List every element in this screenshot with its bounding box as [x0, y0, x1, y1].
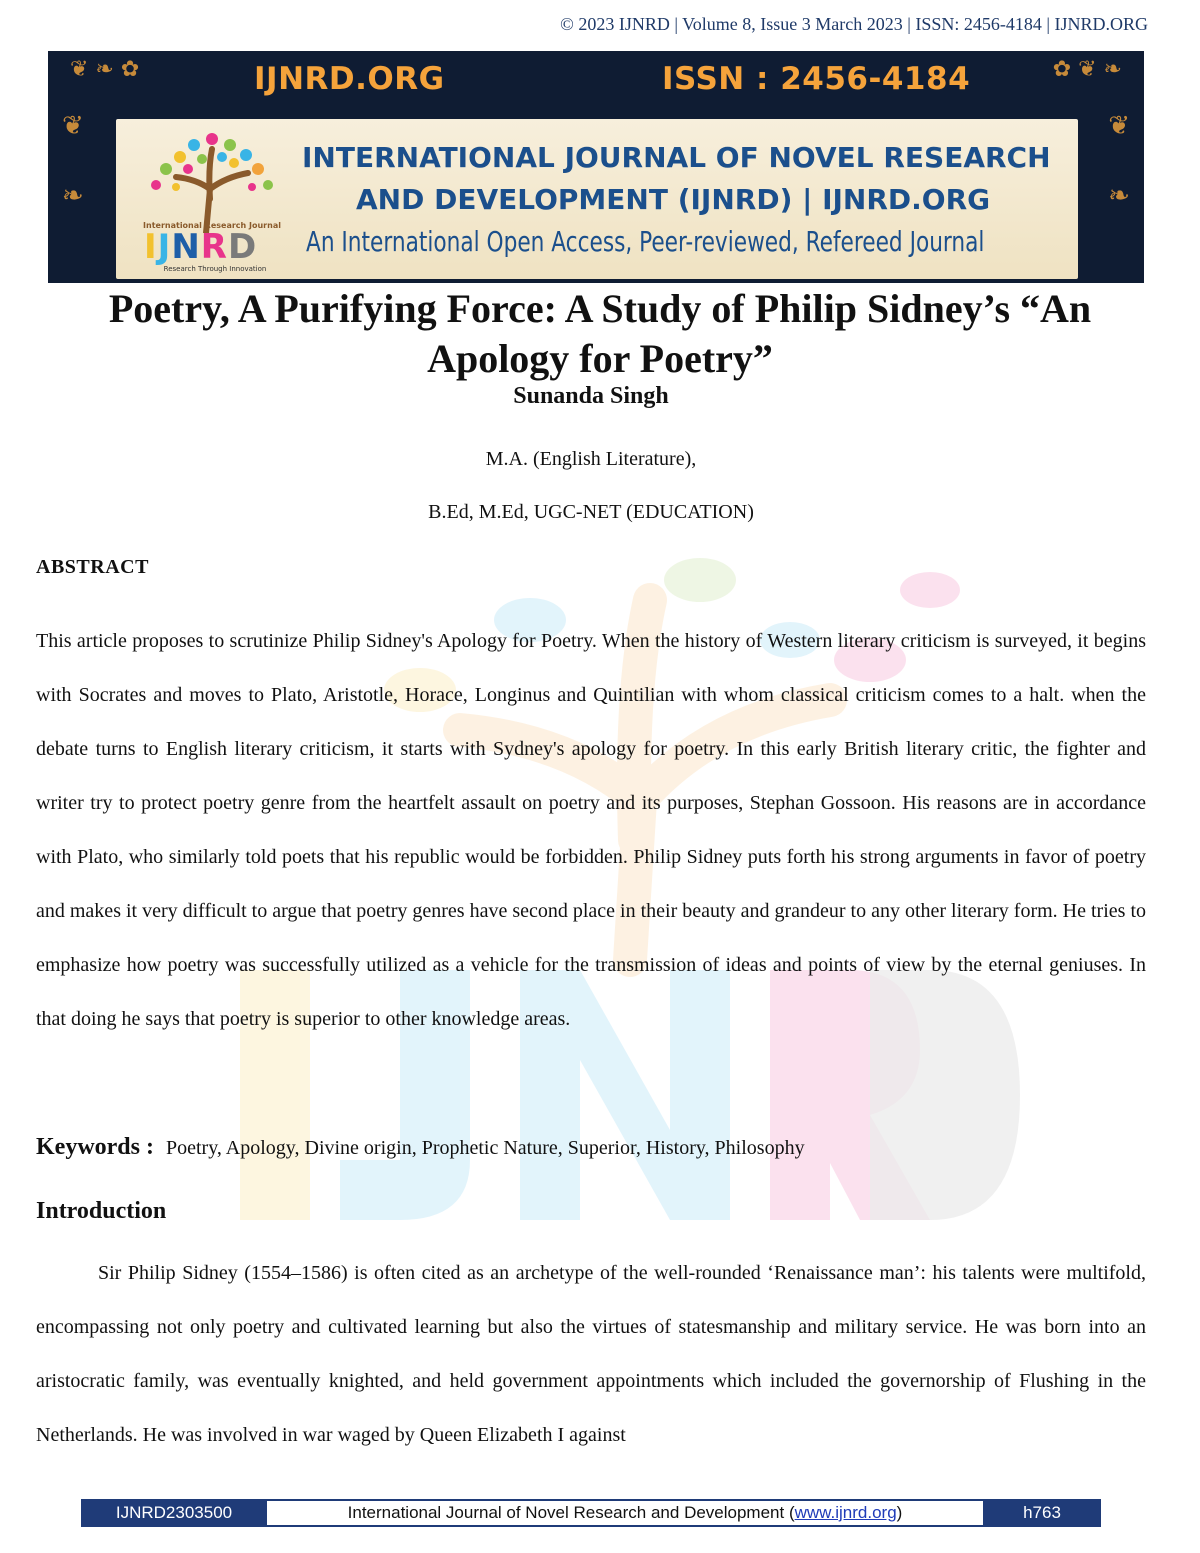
- banner-panel: [116, 119, 1078, 279]
- logo-letter: J: [157, 227, 172, 267]
- page-footer: [81, 1499, 1101, 1527]
- banner-journal-title-line2: AND DEVELOPMENT (IJNRD) | IJNRD.ORG: [356, 183, 991, 216]
- journal-banner: [48, 51, 1144, 283]
- introduction-heading: Introduction: [36, 1198, 167, 1224]
- footer-page-number: h763: [1023, 1503, 1061, 1522]
- keywords-line: [36, 1134, 805, 1161]
- tree-logo-icon: [136, 129, 286, 233]
- logo-top-caption: International Research Journal: [143, 221, 281, 230]
- footer-journal: [267, 1499, 983, 1527]
- footer-close-paren: ): [896, 1503, 903, 1522]
- logo-letter: I: [144, 227, 158, 267]
- keywords-label: Keywords :: [36, 1134, 154, 1160]
- author-credential: B.Ed, M.Ed, UGC-NET (EDUCATION): [428, 501, 754, 523]
- banner-site-name: IJNRD.ORG: [254, 61, 445, 97]
- author-name: Sunanda Singh: [513, 383, 669, 409]
- keywords-list: Poetry, Apology, Divine origin, Prophetic Nature, Superior, History, Philosophy: [165, 1137, 805, 1159]
- ornament-icon: ❧: [62, 181, 84, 211]
- logo-letter: R: [200, 227, 228, 267]
- footer-paper-id: IJNRD2303500: [115, 1503, 233, 1522]
- introduction-text: Sir Philip Sidney (1554–1586) is often cited as an archetype of the well-rounded ‘Renaissance man’: his talents were multifold, encompassing not only poetry and cultivated learning but also the virtues of statesmanship and military service. He was born into an aristocratic family, was eventually knighted, and held government appointments which included the governorship of Flushing in the Netherlands. He was involved in war waged by Queen Elizabeth I against: [36, 1262, 1146, 1446]
- footer-journal-name: International Journal of Novel Research and Development (: [347, 1503, 795, 1522]
- logo-letter: N: [171, 227, 201, 267]
- banner-journal-title-line1: INTERNATIONAL JOURNAL OF NOVEL RESEARCH: [302, 141, 1051, 174]
- logo-letter: D: [227, 227, 258, 267]
- author-credential: M.A. (English Literature),: [485, 448, 697, 470]
- ornament-icon: ❦: [1108, 111, 1130, 141]
- abstract-text: This article proposes to scrutinize Philip Sidney's Apology for Poetry. When the history of Western literary criticism is surveyed, it begins with Socrates and moves to Plato, Aristotle, Horace, Longinus and Quintilian with whom classical criticism comes to a halt. when the debate turns to English literary criticism, it starts with Sydney's apology for poetry. In this early British literary critic, the fighter and writer try to protect poetry genre from the heartfelt assault on poetry and its purposes, Stephan Gossoon. His reasons are in accordance with Plato, who similarly told poets that his republic would be forbidden. Philip Sidney puts forth his strong arguments in favor of poetry and makes it very difficult to argue that poetry genres have second place in their beauty and grandeur to any other literary form. He tries to emphasize how poetry was successfully utilized as a vehicle for the transmission of ideas and points of view by the eternal geniuses. In that doing he says that poetry is superior to other knowledge areas.: [36, 630, 1146, 1030]
- banner-issn: ISSN : 2456-4184: [662, 61, 971, 97]
- footer-journal-link[interactable]: www.ijnrd.org: [794, 1503, 897, 1522]
- logo-bottom-caption: Research Through Innovation: [163, 265, 267, 273]
- ornament-icon: ❦ ❧ ✿: [70, 57, 140, 82]
- banner-tagline: An International Open Access, Peer-reviewed, Refereed Journal: [306, 225, 985, 258]
- ornament-icon: ✿ ❦ ❧: [1052, 57, 1122, 82]
- article-title: Poetry, A Purifying Force: A Study of Philip Sidney’s “An Apology for Poetry”: [108, 286, 1092, 381]
- citation-header: © 2023 IJNRD | Volume 8, Issue 3 March 2023 | ISSN: 2456-4184 | IJNRD.ORG: [560, 14, 1148, 34]
- abstract-heading: ABSTRACT: [36, 556, 149, 578]
- ornament-icon: ❧: [1108, 181, 1130, 211]
- ornament-icon: ❦: [62, 111, 84, 141]
- logo-wordmark: [144, 229, 257, 265]
